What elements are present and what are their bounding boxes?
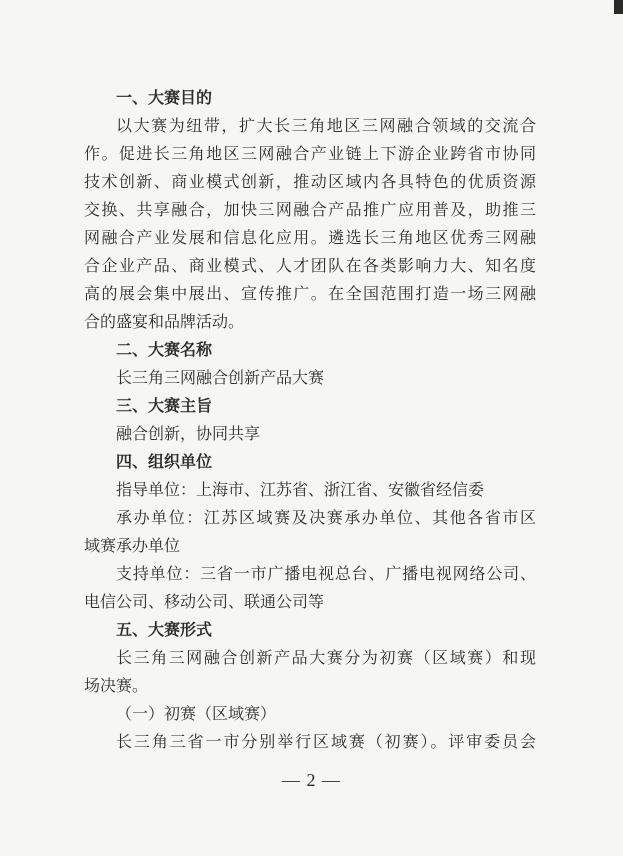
- paragraph-line: 以大赛为纽带，扩大长三角地区三网融合领域的交流合: [116, 116, 536, 135]
- section-heading-purpose: 一、大赛目的: [116, 88, 213, 107]
- document-body: [84, 84, 536, 756]
- page-number: — 2 —: [282, 770, 341, 790]
- section-heading-name: 二、大赛名称: [116, 340, 213, 359]
- paragraph-line: 交换、共享融合，加快三网融合产品推广应用普及，助推三: [84, 200, 536, 219]
- paragraph-line: 融合创新，协同共享: [116, 424, 261, 443]
- paragraph-line: 长三角三网融合创新产品大赛分为初赛（区域赛）和现: [116, 648, 536, 667]
- paragraph-line: 承办单位：江苏区域赛及决赛承办单位、其他各省市区: [116, 508, 536, 527]
- paragraph-line: 支持单位：三省一市广播电视总台、广播电视网络公司、: [116, 564, 536, 583]
- paragraph-line: 指导单位：上海市、江苏省、浙江省、安徽省经信委: [116, 480, 485, 499]
- paragraph-line: 合的盛宴和品牌活动。: [84, 312, 245, 331]
- paragraph-line: 合企业产品、商业模式、人才团队在各类影响力大、知名度: [84, 256, 536, 275]
- paragraph-line: 高的展会集中展出、宣传推广。在全国范围打造一场三网融: [84, 284, 536, 303]
- paragraph-line: 场决赛。: [84, 676, 149, 695]
- section-heading-theme: 三、大赛主旨: [116, 396, 213, 415]
- paragraph-line: 技术创新、商业模式创新，推动区域内各具特色的优质资源: [84, 172, 536, 191]
- paragraph-line: 域赛承办单位: [84, 536, 181, 555]
- paragraph-line: 长三角三省一市分别举行区域赛（初赛）。评审委员会: [116, 732, 536, 751]
- section-heading-format: 五、大赛形式: [116, 620, 213, 639]
- section-heading-organizers: 四、组织单位: [116, 452, 213, 471]
- paragraph-line: 作。促进长三角地区三网融合产业链上下游企业跨省市协同: [84, 144, 536, 163]
- scan-corner-mark: [614, 0, 623, 14]
- paragraph-line: 电信公司、移动公司、联通公司等: [84, 592, 325, 611]
- paragraph-line: 网融合产业发展和信息化应用。遴选长三角地区优秀三网融: [84, 228, 536, 247]
- subsection-heading-preliminary: （一）初赛（区域赛）: [116, 704, 277, 723]
- paragraph-line: 长三角三网融合创新产品大赛: [116, 368, 325, 387]
